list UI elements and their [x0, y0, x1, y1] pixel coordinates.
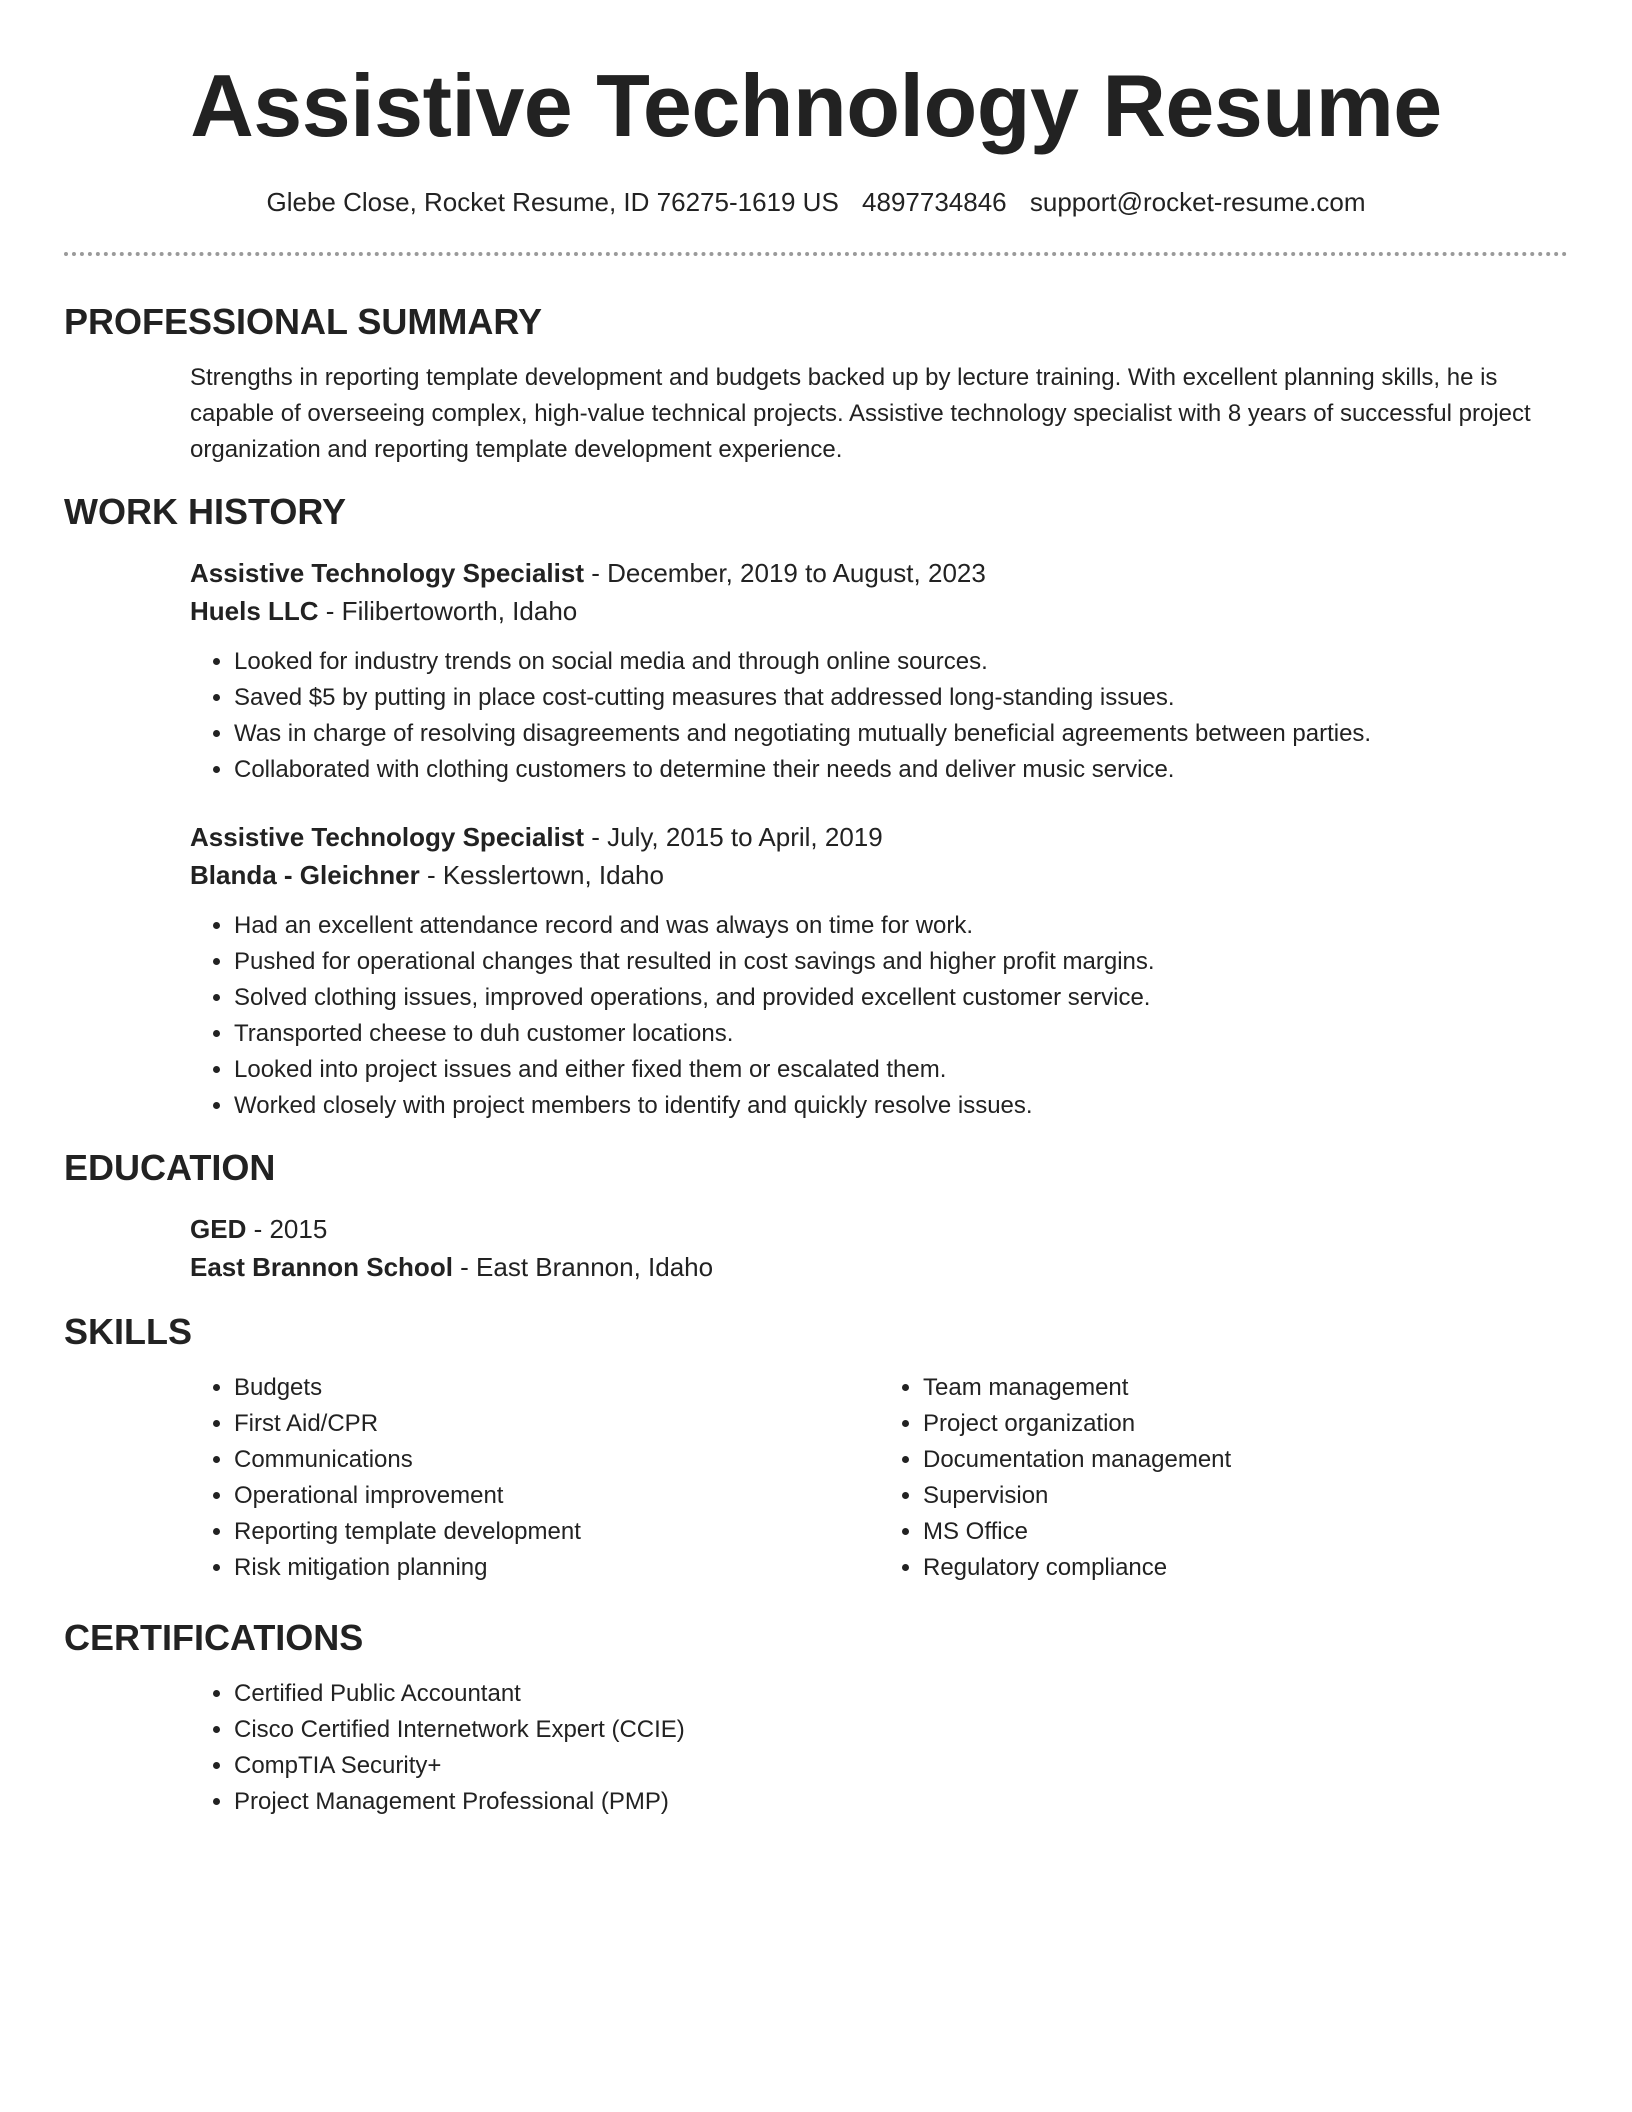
job-company: Blanda - Gleichner — [190, 860, 420, 890]
skills-heading: SKILLS — [64, 1311, 193, 1352]
list-item: • First Aid/CPR — [234, 1406, 879, 1442]
degree-year: - 2015 — [246, 1214, 328, 1244]
job-duties-list — [190, 644, 1568, 788]
list-item: • Communications — [234, 1442, 879, 1478]
list-item: • Collaborated with clothing customers to determine their needs and deliver music service. — [234, 752, 1568, 788]
resume-title: Assistive Technology Resume — [190, 56, 1442, 155]
list-item: • Operational improvement — [234, 1478, 879, 1514]
list-item: • Project Management Professional (PMP) — [234, 1784, 1568, 1820]
contact-email: support@rocket-resume.com — [1029, 187, 1366, 217]
job-location: - Filibertoworth, Idaho — [318, 596, 578, 626]
header-divider — [64, 252, 1568, 256]
job-location: - Kesslertown, Idaho — [419, 860, 664, 890]
skills-list-right — [879, 1370, 1568, 1586]
list-item: • Worked closely with project members to identify and quickly resolve issues. — [234, 1088, 1568, 1124]
skills-list-left — [190, 1370, 879, 1586]
list-item: • Was in charge of resolving disagreements and negotiating mutually beneficial agreements between parties. — [234, 716, 1568, 752]
certifications-section — [190, 1676, 1568, 1820]
list-item: • Pushed for operational changes that resulted in cost savings and higher profit margins. — [234, 944, 1568, 980]
job-title-line — [190, 554, 1568, 592]
list-item: • Had an excellent attendance record and was always on time for work. — [234, 908, 1568, 944]
contact-line — [64, 184, 1568, 220]
job-title: Assistive Technology Specialist — [190, 822, 584, 852]
list-item: • Saved $5 by putting in place cost-cutting measures that addressed long-standing issues. — [234, 680, 1568, 716]
education-entry — [190, 1210, 1568, 1286]
job-title: Assistive Technology Specialist — [190, 558, 584, 588]
list-item: • Reporting template development — [234, 1514, 879, 1550]
school-location: - East Brannon, Idaho — [452, 1252, 714, 1282]
job-dates: - December, 2019 to August, 2023 — [584, 558, 986, 588]
job-title-line — [190, 818, 1568, 856]
list-item: • Solved clothing issues, improved operations, and provided excellent customer service. — [234, 980, 1568, 1016]
list-item: • CompTIA Security+ — [234, 1748, 1568, 1784]
summary-heading: PROFESSIONAL SUMMARY — [64, 301, 543, 342]
job-company: Huels LLC — [190, 596, 319, 626]
work-history-heading: WORK HISTORY — [64, 491, 347, 532]
school-line — [190, 1248, 1568, 1286]
list-item: • Regulatory compliance — [923, 1550, 1568, 1586]
job-company-line — [190, 592, 1568, 630]
contact-address: Glebe Close, Rocket Resume, ID 76275-1619 US — [266, 187, 839, 217]
list-item: • Looked for industry trends on social media and through online sources. — [234, 644, 1568, 680]
list-item: • Looked into project issues and either fixed them or escalated them. — [234, 1052, 1568, 1088]
list-item: • Transported cheese to duh customer locations. — [234, 1016, 1568, 1052]
list-item: • Cisco Certified Internetwork Expert (CCIE) — [234, 1712, 1568, 1748]
list-item: • MS Office — [923, 1514, 1568, 1550]
job-duties-list — [190, 908, 1568, 1124]
list-item: • Budgets — [234, 1370, 879, 1406]
list-item: • Team management — [923, 1370, 1568, 1406]
skills-section — [190, 1370, 1568, 1586]
contact-phone: 4897734846 — [862, 187, 1007, 217]
degree-line — [190, 1210, 1568, 1248]
education-heading: EDUCATION — [64, 1147, 276, 1188]
summary-text: Strengths in reporting template development and budgets backed up by lecture training. With excellent planning skills, he is capable of overseeing complex, high-value technical projects. Assistive technology specialist with 8 years of successful project organization and reporting template development experience. — [190, 364, 1531, 463]
summary-section — [190, 360, 1568, 468]
job-dates: - July, 2015 to April, 2019 — [584, 822, 883, 852]
list-item: • Documentation management — [923, 1442, 1568, 1478]
list-item: • Supervision — [923, 1478, 1568, 1514]
job-entry — [190, 554, 1568, 788]
job-company-line — [190, 856, 1568, 894]
list-item: • Certified Public Accountant — [234, 1676, 1568, 1712]
list-item: • Project organization — [923, 1406, 1568, 1442]
job-entry — [190, 818, 1568, 1124]
certifications-heading: CERTIFICATIONS — [64, 1617, 364, 1658]
degree: GED — [190, 1214, 247, 1244]
certifications-list — [190, 1676, 1568, 1820]
list-item: • Risk mitigation planning — [234, 1550, 879, 1586]
school-name: East Brannon School — [190, 1252, 453, 1282]
